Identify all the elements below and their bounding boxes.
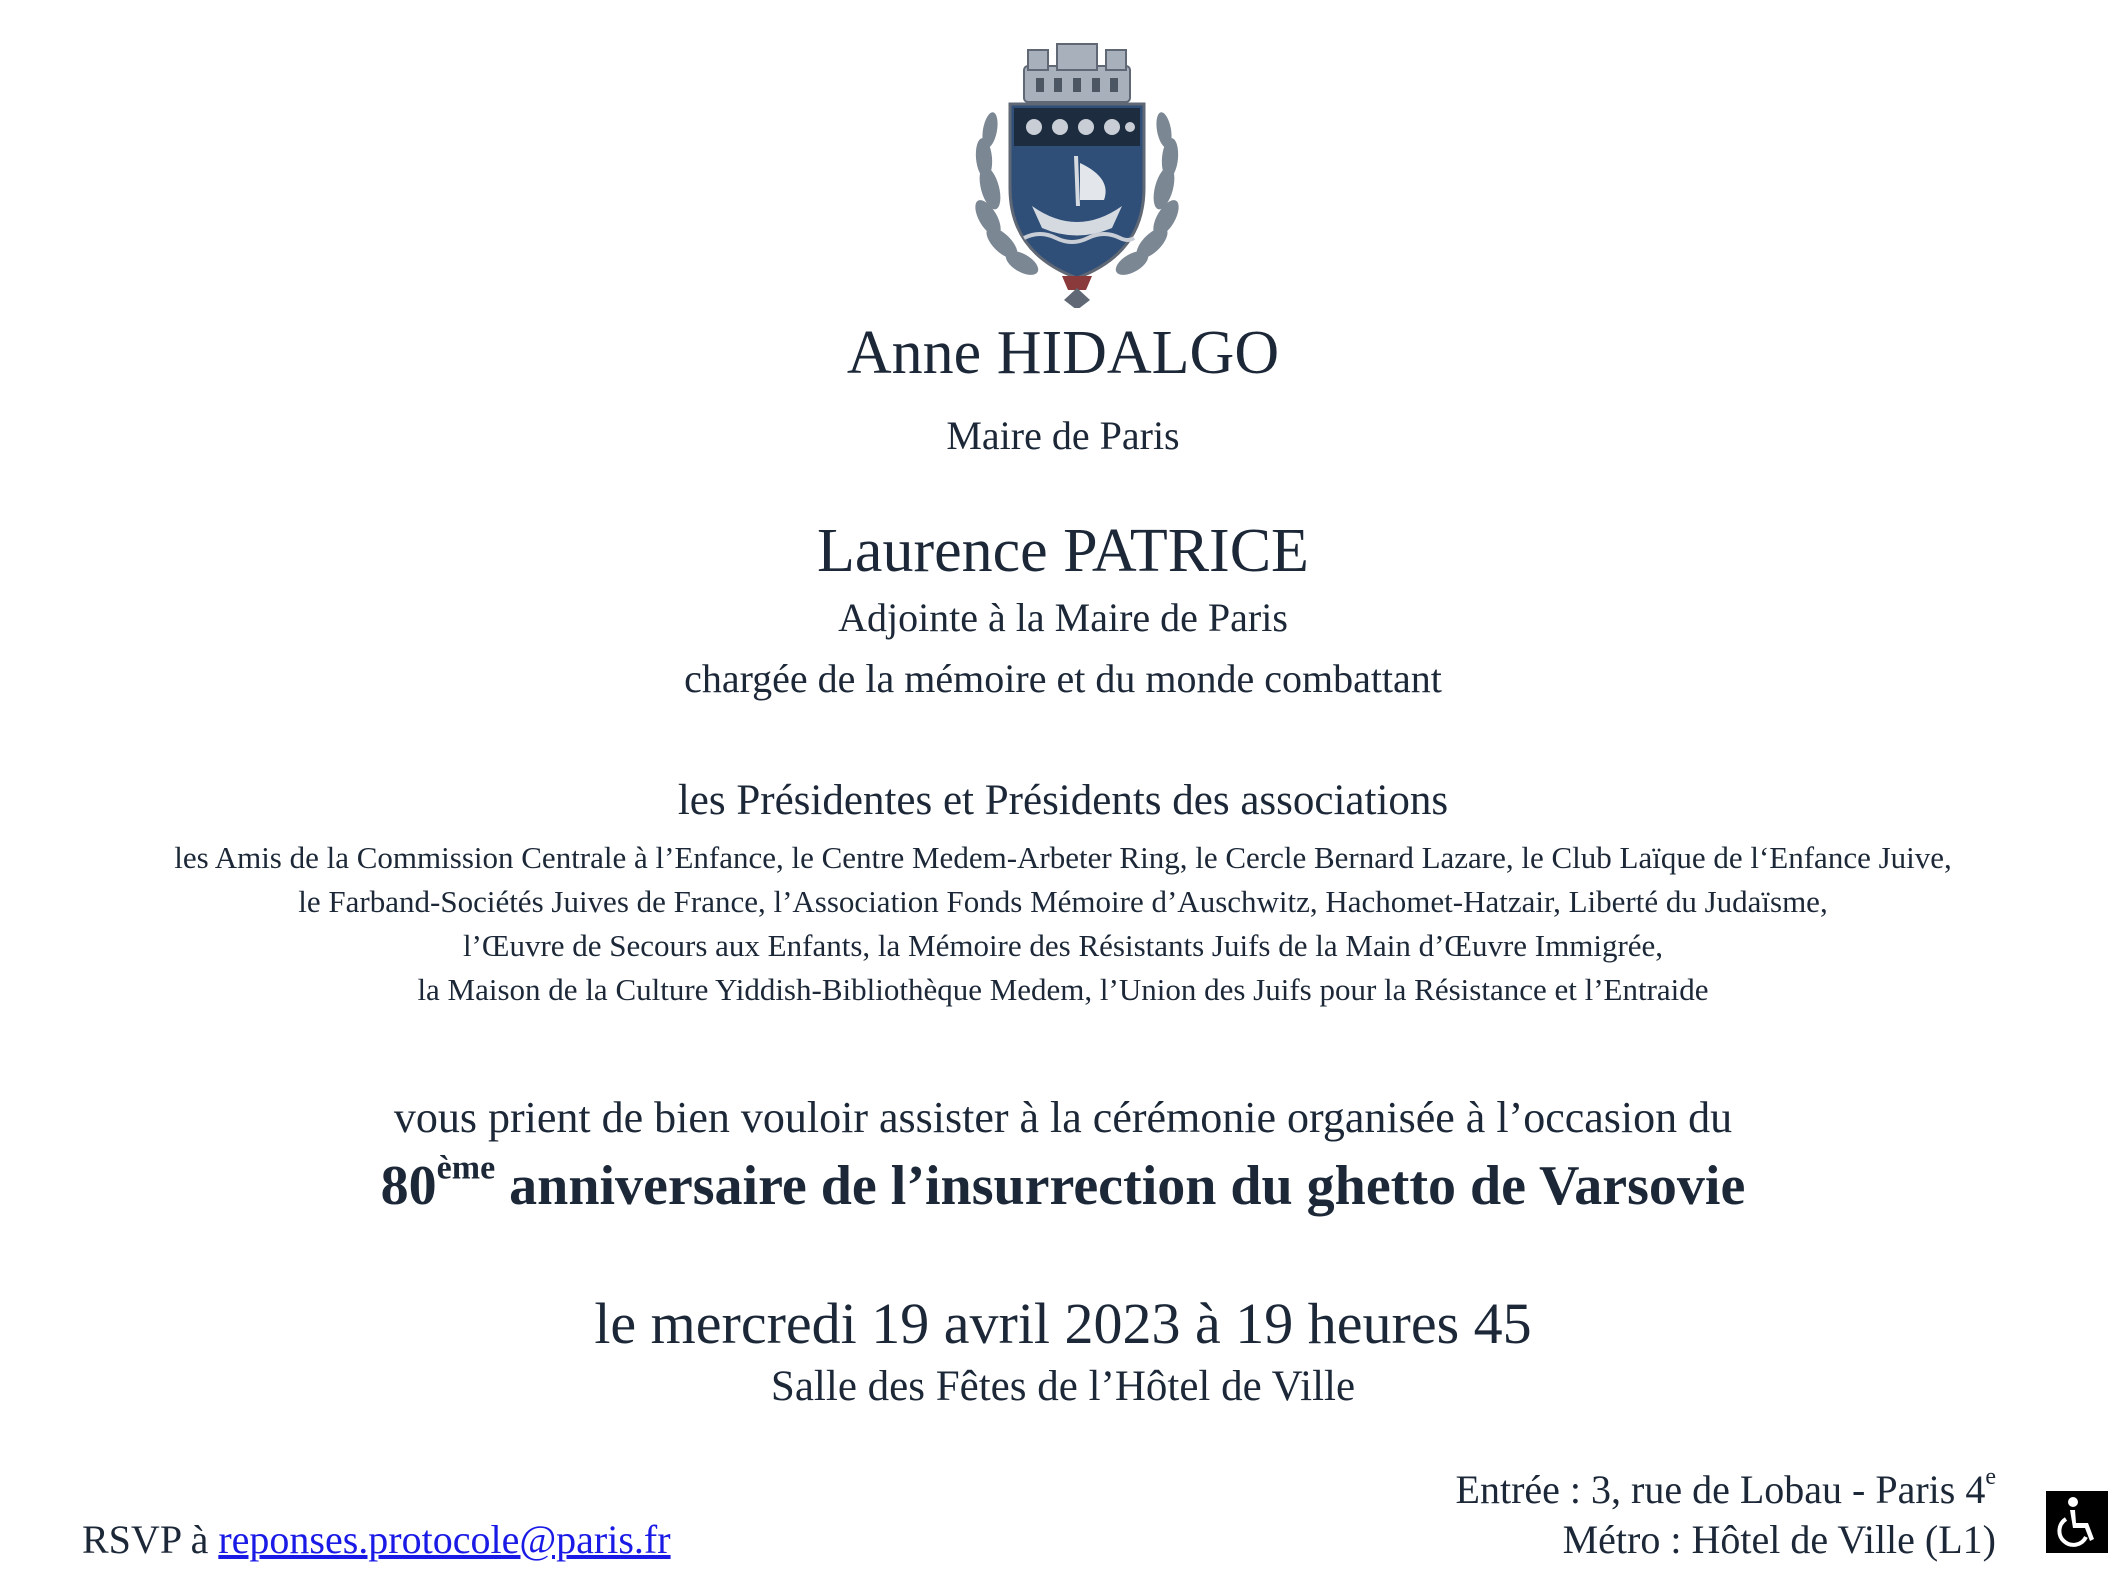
host-2-title-line-1: Adjointe à la Maire de Paris: [838, 595, 1288, 640]
associations-line-4: la Maison de la Culture Yiddish-Bibliothèque Medem, l’Union des Juifs pour la Résistance et l’Entraide: [417, 972, 1709, 1007]
paris-coat-of-arms-icon: [962, 38, 1192, 308]
invitation-line: vous prient de bien vouloir assister à la cérémonie organisée à l’occasion du: [393, 1093, 1733, 1142]
rsvp-email-link[interactable]: reponses.protocole@paris.fr: [218, 1517, 671, 1562]
associations-line-2: le Farband-Sociétés Juives de France, l’Association Fonds Mémoire d’Auschwitz, Hachomet-Hatzair, Liberté du Judaïsme,: [298, 884, 1828, 919]
associations-line-3: l’Œuvre de Secours aux Enfants, la Mémoire des Résistants Juifs de la Main d’Œuvre Immigrée,: [462, 928, 1664, 963]
rsvp-line: [82, 1516, 671, 1563]
event-venue: Salle des Fêtes de l’Hôtel de Ville: [770, 1363, 1356, 1410]
entrance-address: [1455, 1463, 1996, 1513]
host-1-name: Anne HIDALGO: [846, 319, 1280, 387]
associations-line-1: les Amis de la Commission Centrale à l’Enfance, le Centre Medem-Arbeter Ring, le Cercle Bernard Lazare, le Club Laïque de l‘Enfance Juive,: [174, 840, 1952, 875]
host-2-name: Laurence PATRICE: [817, 517, 1309, 585]
event-title: [0, 1149, 2126, 1218]
associations-heading: les Présidentes et Présidents des associations: [677, 777, 1449, 824]
host-2-title-line-2: chargée de la mémoire et du monde combattant: [684, 656, 1442, 701]
event-ordinal-suffix: ème: [436, 1149, 496, 1187]
entrance-ordinal-suffix: e: [1985, 1463, 1996, 1490]
rsvp-label: RSVP à: [82, 1517, 219, 1562]
metro-info: Métro : Hôtel de Ville (L1): [1562, 1517, 1996, 1562]
event-title-text: anniversaire de l’insurrection du ghetto de Varsovie: [495, 1155, 1746, 1217]
host-1-title: Maire de Paris: [946, 413, 1180, 458]
wheelchair-accessibility-icon: [2046, 1491, 2108, 1553]
entrance-text: Entrée : 3, rue de Lobau - Paris 4: [1455, 1467, 1986, 1512]
event-number: 80: [380, 1155, 437, 1217]
event-date: le mercredi 19 avril 2023 à 19 heures 45: [594, 1291, 1532, 1356]
